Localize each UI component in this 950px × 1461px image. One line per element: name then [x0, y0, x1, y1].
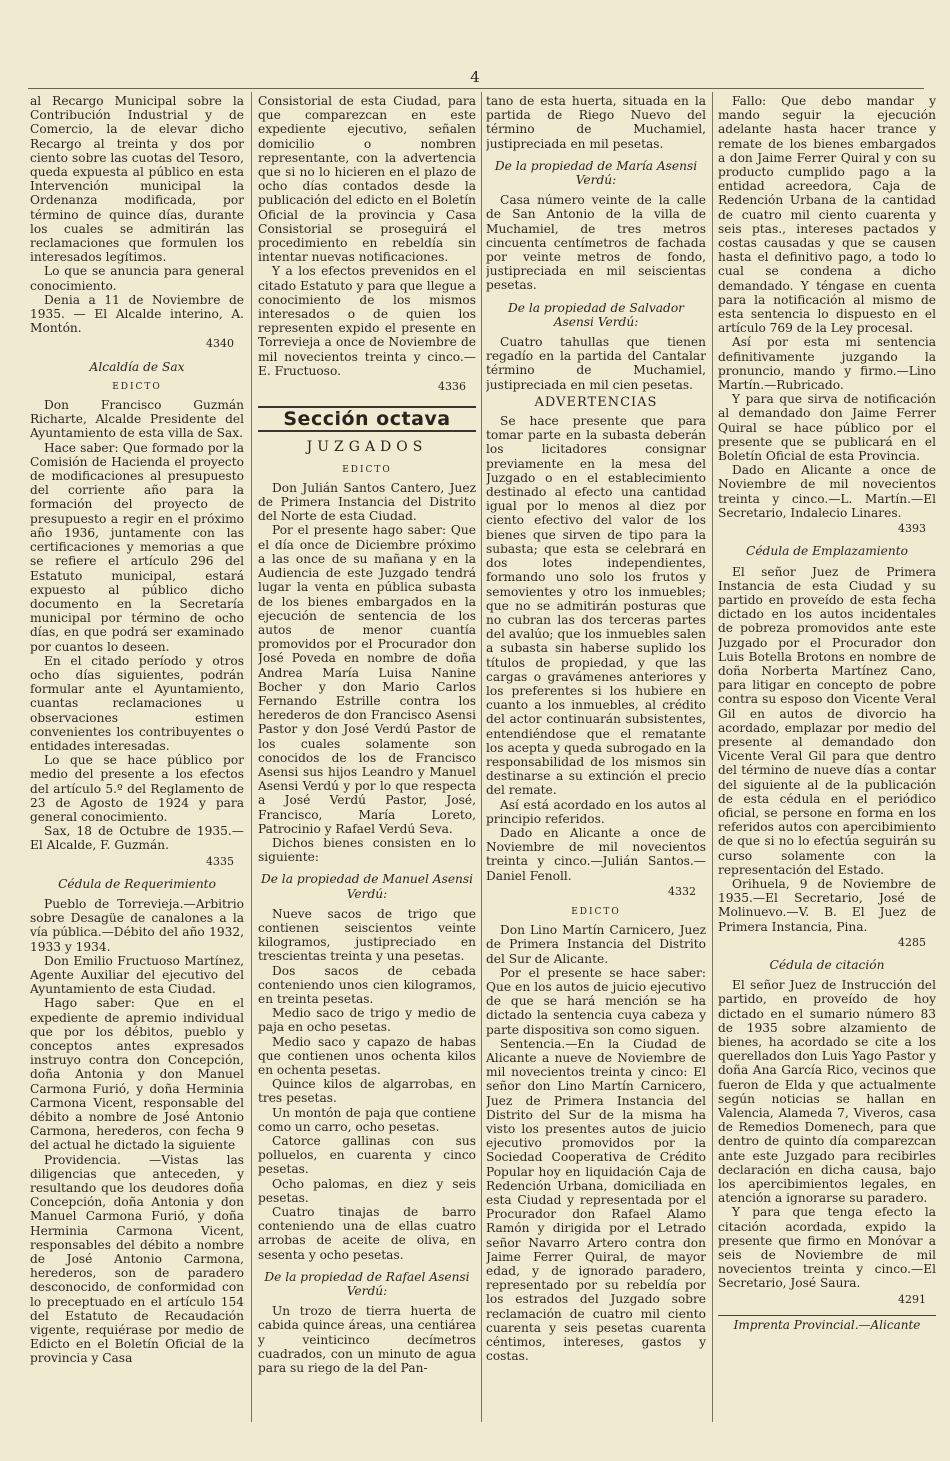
edicto-label: EDICTO	[112, 381, 162, 392]
juzgados-heading: JUZGADOS	[306, 439, 428, 456]
paragraph: Un montón de paja que contiene como un carro, ocho pesetas.	[258, 1105, 476, 1134]
notice-heading: Cédula de Requerimiento	[58, 876, 216, 891]
paragraph: Nueve sacos de trigo que contienen seiscientos veinte kilogramos, justipreciado en trescientas treinta y una pesetas.	[258, 906, 476, 964]
paragraph: Don Lino Martín Carnicero, Juez de Primera Instancia del Distrito del Sur de Alicante.	[486, 923, 706, 966]
paragraph: Y para que tenga efecto la citación acordada, expido la presente que firmo en Monóvar a seis de Noviembre de mil novecientos treinta y cinco.—El Secretario, José Saura.	[718, 1205, 936, 1291]
paragraph: Quince kilos de algarrobas, en tres pesetas.	[258, 1077, 476, 1106]
paragraph: Don Emilio Fructuoso Martínez, Agente Auxiliar del ejecutivo del Ayuntamiento de esta Ciudad.	[30, 953, 244, 997]
paragraph: Se hace presente que para tomar parte en la subasta deberán los licitadores consignar previamente en la mesa del Juzgado o en el establecimiento destinado al efecto una cantidad igual por lo menos al diez por ciento efectivo del valor de los bienes que sirven de tipo para la subasta; que esta se celebrará en dos lotes independientes, formando uno solo los frutos y semovientes y otro los inmuebles; que no se admitirán posturas que no cubran las dos terceras partes del avalúo; que los inmuebles salen a subasta sin haberse suplido los títulos de propiedad, y que las cargas o gravámenes anteriores y los preferentes si los hubiere en cuanto a los inmuebles, al crédito del actor continuarán subsistentes, entendiéndose que el rematante los acepta y queda subrogado en la responsabilidad de los mismos sin destinarse a su extinción el precio del remate.	[486, 414, 706, 798]
paragraph: Hago saber: Que en el expediente de apremio individual que por los débitos, pueblo y conceptos antes expresados instruyo contra don Concepción, doña Antonia y don Manuel Carmona Furió, y doña Herminia Carmona Vicent, responsable del débito a nombre de José Antonio Carmona, herederos, con fecha 9 del actual he dictado la siguiente	[30, 996, 244, 1153]
paragraph: Dos sacos de cebada conteniendo unos cien kilogramos, en treinta pesetas.	[258, 963, 476, 1006]
paragraph: Denia a 11 de Noviembre de 1935. — El Alcalde interino, A. Montón.	[30, 292, 244, 336]
notice-number: 4285	[898, 935, 926, 949]
column-2	[258, 94, 476, 1434]
notice-number: 4332	[668, 884, 696, 898]
paragraph: al Recargo Municipal sobre la Contribución Industrial y de Comercio, la de elevar dicho Recargo al treinta y dos por ciento sobre las cuotas del Tesoro, queda expuesta al público en esta Intervención municipal la Ordenanza modificada, por término de quince días, durante los cuales se admitirán las reclamaciones que formulen los interesados legítimos.	[30, 94, 244, 265]
paragraph: Pueblo de Torrevieja.—Arbitrio sobre Desagüe de canalones a la vía pública.—Débito del año 1932, 1933 y 1934.	[30, 896, 244, 954]
paragraph: Catorce gallinas con sus polluelos, en cuarenta y cinco pesetas.	[258, 1134, 476, 1177]
paragraph: Dado en Alicante a once de Noviembre de mil novecientos treinta y cinco.—L. Martín.—El Secretario, Indalecio Linares.	[718, 463, 936, 520]
property-heading: De la propiedad de Rafael Asensi Verdú:	[264, 1269, 470, 1299]
column-divider	[712, 92, 713, 1422]
notice-number: 4340	[206, 337, 234, 351]
paragraph: El señor Juez de Primera Instancia de esta Ciudad y su partido en proveído de esta fecha dictado en los autos incidentales de pobreza promovidos ante este Juzgado por el Procurador don Luis Botella Brotons en nombre de doña Norberta Martínez Cano, para litigar en concepto de pobre contra su esposo don Vicente Veral Gil en autos de divorcio ha acordado, emplazar por medio del presente al demandado don Vicente Veral Gil para que dentro del término de nueve días a contar del siguiente al de la publicación de esta cédula en el periódico oficial, se persone en forma en los referidos autos con apercibimiento de que si no lo efectúa seguirán su curso solamente con la representación del Estado.	[718, 564, 936, 877]
header-rule	[28, 88, 924, 89]
paragraph: Medio saco de trigo y medio de paja en ocho pesetas.	[258, 1006, 476, 1035]
notice-heading: Cédula de Emplazamiento	[746, 544, 908, 559]
paragraph: Y para que sirva de notificación al demandado don Jaime Ferrer Quiral se hace público por el presente que se publicará en el Boletín Oficial de esta Provincia.	[718, 392, 936, 464]
paragraph: Así por esta mi sentencia definitivamente juzgando la pronuncio, mando y firmo.—Lino Martín.—Rubricado.	[718, 335, 936, 393]
property-heading: De la propiedad de Manuel Asensi Verdú:	[260, 872, 474, 901]
notice-heading: Cédula de citación	[769, 957, 885, 972]
paragraph: Cuatro tinajas de barro conteniendo una de ellas cuatro arrobas de aceite de oliva, en sesenta y ocho pesetas.	[258, 1205, 476, 1262]
column-3	[486, 94, 706, 1434]
paragraph: tano de esta huerta, situada en la partida de Riego Nuevo del término de Muchamiel, justipreciada en mil pesetas.	[486, 94, 706, 151]
paragraph: Ocho palomas, en diez y seis pesetas.	[258, 1176, 476, 1205]
paragraph: Don Julián Santos Cantero, Juez de Primera Instancia del Distrito del Norte de esta Ciudad.	[258, 480, 476, 524]
edicto-label: EDICTO	[342, 464, 392, 475]
section-title: Sección octava	[258, 406, 476, 432]
paragraph: Hace saber: Que formado por la Comisión de Hacienda el proyecto de modificaciones al presupuesto del corriente año para la formación del proyecto de presupuesto a regir en el próximo año 1936, juntamente con las certificaciones y memorias a que se refiere el artículo 296 del Estatuto municipal, estará expuesto al público dicho documento en la Secretaría municipal por término de ocho días, en que podrá ser examinado por cuantos lo deseen.	[30, 440, 244, 654]
notice-heading: Alcaldía de Sax	[89, 359, 185, 374]
notice-number: 4336	[438, 380, 466, 394]
paragraph: Medio saco y capazo de habas que contienen unos ochenta kilos en ochenta pesetas.	[258, 1034, 476, 1077]
column-divider	[251, 92, 252, 1422]
edicto-label: EDICTO	[571, 906, 621, 917]
page-number: 4	[470, 68, 480, 86]
notice-number: 4291	[898, 1292, 926, 1306]
notice-number: 4335	[206, 854, 234, 868]
paragraph: Por el presente hago saber: Que el día once de Diciembre próximo a las once de su mañana y en la Audiencia de este Juzgado tendrá lugar la venta en pública subasta de los bienes embargados en la ejecución de sentencia de los autos de menor cuantía promovidos por el Procurador don José Poveda en nombre de doña Andrea María Luisa Nanine Bocher y don Mario Carlos Fernando Estrille contra los herederos de don Francisco Asensi Pastor y don José Verdú Pastor de los cuales solamente son conocidos de los de Francisco Asensi sus hijos Leandro y Manuel Asensi Verdú y por lo que respecta a José Verdú Pastor, José, Francisco, María Loreto, Patrocinio y Rafael Verdú Seva.	[258, 523, 476, 836]
advertencias-heading: ADVERTENCIAS	[534, 394, 658, 410]
paragraph: Orihuela, 9 de Noviembre de 1935.—El Secretario, José de Molinuevo.—V. B. El Juez de Primera Instancia, Pina.	[718, 876, 936, 934]
notice-number: 4393	[898, 522, 926, 536]
paragraph: Dichos bienes consisten en lo siguiente:	[258, 835, 476, 865]
column-4	[718, 94, 936, 1434]
paragraph: Consistorial de esta Ciudad, para que comparezcan en este expediente ejecutivo, señalen domicilio o nombren representante, con la advertencia que si no lo hicieren en el plazo de ocho días contados desde la publicación del edicto en el Boletín Oficial de la provincia y Casa Consistorial se proseguirá el procedimiento en rebeldía sin intentar nuevas notificaciones.	[258, 94, 476, 265]
paragraph: Sentencia.—En la Ciudad de Alicante a nueve de Noviembre de mil novecientos treinta y cinco: El señor don Lino Martín Carnicero, Juez de Primera Instancia del Distrito del Sur de la misma ha visto los presentes autos de juicio ejecutivo promovidos por la Sociedad Cooperativa de Crédito Popular hoy en liquidación Caja de Redención Urbana, domiciliada en esta Ciudad y representada por el Procurador don Rafael Alamo Ramón y dirigida por el Letrado señor Navarro Artero contra don Jaime Ferrer Quiral, de mayor edad, y de ignorado paradero, representado por su rebeldía por los estrados del Juzgado sobre reclamación de cuatro mil ciento cuarenta y seis pesetas cuarenta céntimos, intereses, gastos y costas.	[486, 1036, 706, 1364]
imprint-footer: Imprenta Provincial.—Alicante	[733, 1317, 921, 1332]
paragraph: Providencia. —Vistas las diligencias que anteceden, y resultando que los deudores doña Concepción, doña Antonia y don Manuel Carmona Furió, y doña Herminia Carmona Vicent, responsables del débito a nombre de José Antonio Carmona, herederos, son de paradero desconocido, de conformidad con lo preceptuado en el artículo 154 del Estatuto de Recaudación vigente, requiérase por medio de Edicto en el Boletín Oficial de la provincia y Casa	[30, 1152, 244, 1366]
paragraph: Un trozo de tierra huerta de cabida quince áreas, una centiárea y veinticinco decímetros cuadrados, con un minuto de agua para su riego de la del Pan-	[258, 1304, 476, 1376]
paragraph: Y a los efectos prevenidos en el citado Estatuto y para que llegue a conocimiento de los mismos interesados o de quien los representen expido el presente en Torrevieja a once de Noviembre de mil novecientos treinta y cinco.—E. Fructuoso.	[258, 264, 476, 378]
property-heading: De la propiedad de María Asensi Verdú:	[494, 158, 698, 188]
paragraph: En el citado período y otros ocho días siguientes, podrán formular ante el Ayuntamiento, cuantas reclamaciones u observaciones estimen convenientes los contribuyentes o entidades interesadas.	[30, 653, 244, 753]
paragraph: Dado en Alicante a once de Noviembre de mil novecientos treinta y cinco.—Julián Santos.—Daniel Fenoll.	[486, 825, 706, 883]
paragraph: Lo que se hace público por medio del presente a los efectos del artículo 5.º del Reglamento de 23 de Agosto de 1924 y para general conocimiento.	[30, 753, 244, 824]
column-1	[30, 94, 244, 1434]
paragraph: Así está acordado en los autos al principio referidos.	[486, 797, 706, 826]
paragraph: Lo que se anuncia para general conocimiento.	[30, 264, 244, 293]
paragraph: El señor Juez de Instrucción del partido, en proveído de hoy dictado en el sumario número 83 de 1935 sobre alzamiento de bienes, ha acordado se cite a los querellados don Luis Yago Pastor y doña Ana García Rico, vecinos que fueron de Elda y que actualmente según noticias se hallan en Valencia, Alameda 7, Viveros, casa de Remedios Domenech, para que dentro de quinto día comparezcan ante este Juzgado para recibirles declaración en dicha causa, bajo los apercibimientos legales, en atención a ignorarse su paradero.	[718, 978, 936, 1206]
column-divider	[481, 92, 482, 1422]
property-heading: De la propiedad de Salvador Asensi Verdú:	[507, 300, 685, 329]
paragraph: Sax, 18 de Octubre de 1935.— El Alcalde, F. Guzmán.	[30, 824, 244, 853]
paragraph: Cuatro tahullas que tienen regadío en la partida del Cantalar término de Muchamiel, justipreciada en mil cien pesetas.	[486, 335, 706, 392]
paragraph: Fallo: Que debo mandar y mando seguir la ejecución adelante hasta hacer trance y remate de los bienes embargados a don Jaime Ferrer Quiral y con su producto cumplido pago a la entidad acreedora, Caja de Redención Urbana de la cantidad de cuatro mil ciento cuarenta y seis ptas., intereses pactados y costas causadas y que se causen hasta el definitivo pago, a todo lo cual se condena a dicho demandado. Y téngase en cuenta para la notificación al mismo de esta sentencia lo dispuesto en el artículo 769 de la Ley procesal.	[718, 94, 936, 336]
paragraph: Casa número veinte de la calle de San Antonio de la villa de Muchamiel, de tres metros cincuenta centímetros de fachada por veinte metros de fondo, justipreciada en mil seiscientas pesetas.	[486, 193, 706, 293]
paragraph: Por el presente se hace saber: Que en los autos de juicio ejecutivo de que se hará mención se ha dictado la sentencia cuya cabeza y parte dispositiva son como siguen.	[486, 965, 706, 1037]
paragraph: Don Francisco Guzmán Richarte, Alcalde Presidente del Ayuntamiento de esta villa de Sax.	[30, 398, 244, 441]
